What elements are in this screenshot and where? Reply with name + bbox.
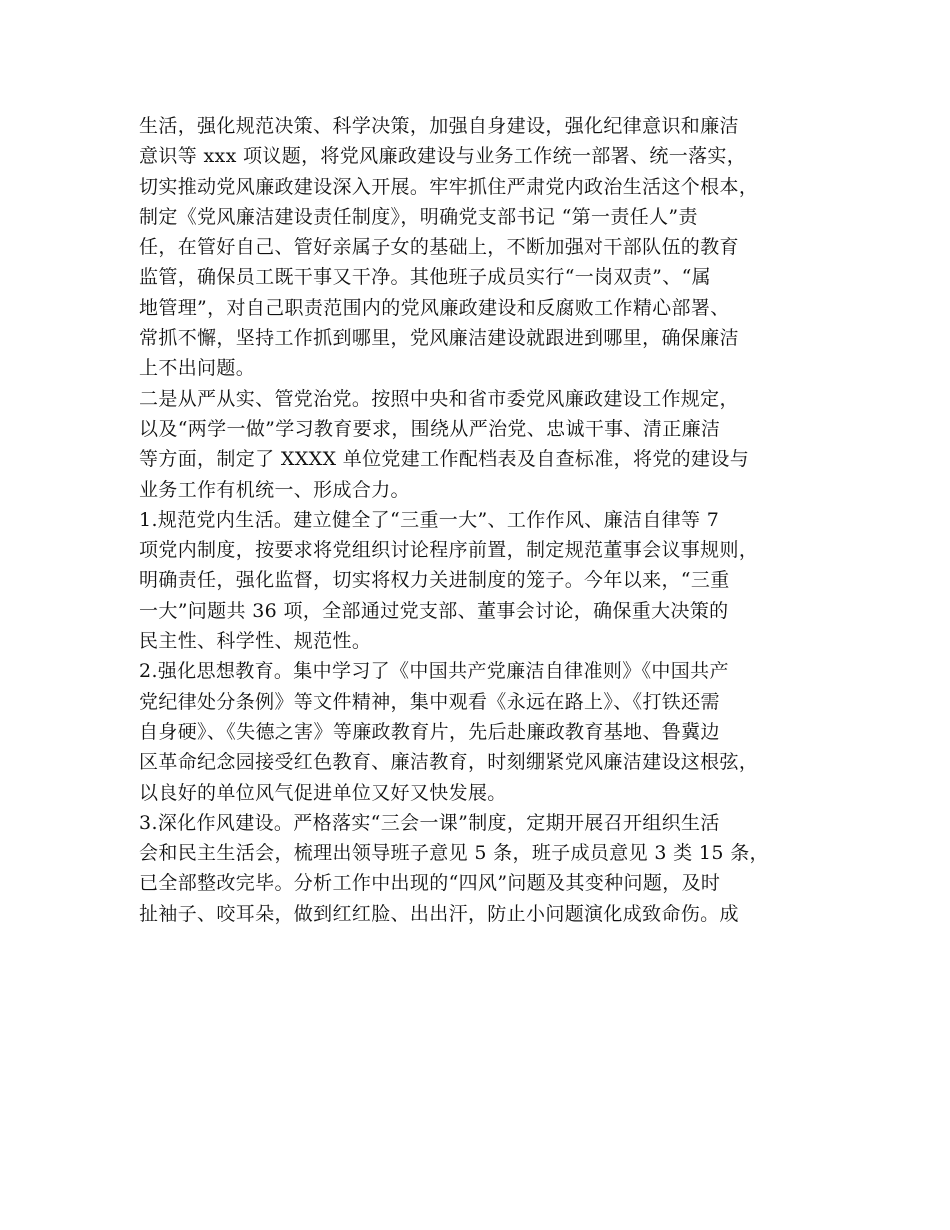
- text-line: 一大”问题共 36 项，全部通过党支部、董事会讨论，确保重大决策的: [139, 599, 729, 622]
- text-line: 党纪律处分条例》等文件精神，集中观看《永远在路上》、《打铁还需: [139, 690, 720, 713]
- text-line: 上不出问题。: [139, 357, 256, 380]
- text-line: 1.规范党内生活。建立健全了“三重一大”、工作作风、廉洁自律等 7: [139, 508, 720, 531]
- text-line: 明确责任，强化监督，切实将权力关进制度的笼子。今年以来，“三重: [139, 569, 730, 592]
- text-line: 生活，强化规范决策、科学决策，加强自身建设，强化纪律意识和廉洁: [139, 115, 739, 137]
- text-line: 意识等 xxx 项议题，将党风廉政建设与业务工作统一部署、统一落实，: [139, 145, 747, 168]
- text-line: 以良好的单位风气促进单位又好又快发展。: [139, 781, 507, 804]
- text-line: 扯袖子、咬耳朵，做到红红脸、出出汗，防止小问题演化成致命伤。成: [139, 902, 739, 925]
- text-line: 切实推动党风廉政建设深入开展。牢牢抓住严肃党内政治生活这个根本，: [139, 175, 759, 198]
- body-text: [139, 111, 839, 929]
- text-line: 3.深化作风建设。严格落实“三会一课”制度，定期开展召开组织生活: [139, 811, 720, 834]
- text-line: 区革命纪念园接受红色教育、廉洁教育，时刻绷紧党风廉洁建设这根弦，: [139, 751, 759, 774]
- text-line: 民主性、科学性、规范性。: [139, 630, 372, 653]
- text-line: 自身硬》、《失德之害》等廉政教育片，先后赴廉政教育基地、鲁冀边: [139, 720, 720, 743]
- text-line: 二是从严从实、管党治党。按照中央和省市委党风廉政建设工作规定，: [139, 387, 739, 410]
- text-line: 业务工作有机统一、形成合力。: [139, 478, 410, 501]
- text-line: 监管，确保员工既干事又干净。其他班子成员实行“一岗双责”、“属: [139, 266, 711, 289]
- text-line: 2.强化思想教育。集中学习了《中国共产党廉洁自律准则》《中国共产: [139, 660, 729, 683]
- text-line: 以及“两学一做”学习教育要求，围绕从严治党、忠诚干事、清正廉洁: [139, 417, 721, 440]
- text-line: 地管理”，对自己职责范围内的党风廉政建设和反腐败工作精心部署、: [139, 296, 730, 319]
- text-line: 常抓不懈，坚持工作抓到哪里，党风廉洁建设就跟进到哪里，确保廉洁: [139, 327, 739, 350]
- text-line: 已全部整改完毕。分析工作中出现的“四风”问题及其变种问题，及时: [139, 872, 721, 895]
- text-line: 会和民主生活会，梳理出领导班子意见 5 条，班子成员意见 3 类 15 条，: [139, 842, 769, 865]
- text-line: 等方面，制定了 XXXX 单位党建工作配档表及自查标准，将党的建设与: [139, 448, 750, 471]
- text-line: 制定《党风廉洁建设责任制度》，明确党支部书记 “第一责任人”责: [139, 205, 698, 228]
- text-line: 项党内制度，按要求将党组织讨论程序前置，制定规范董事会议事规则，: [139, 539, 759, 562]
- text-line: 任，在管好自己、管好亲属子女的基础上，不断加强对干部队伍的教育: [139, 236, 739, 259]
